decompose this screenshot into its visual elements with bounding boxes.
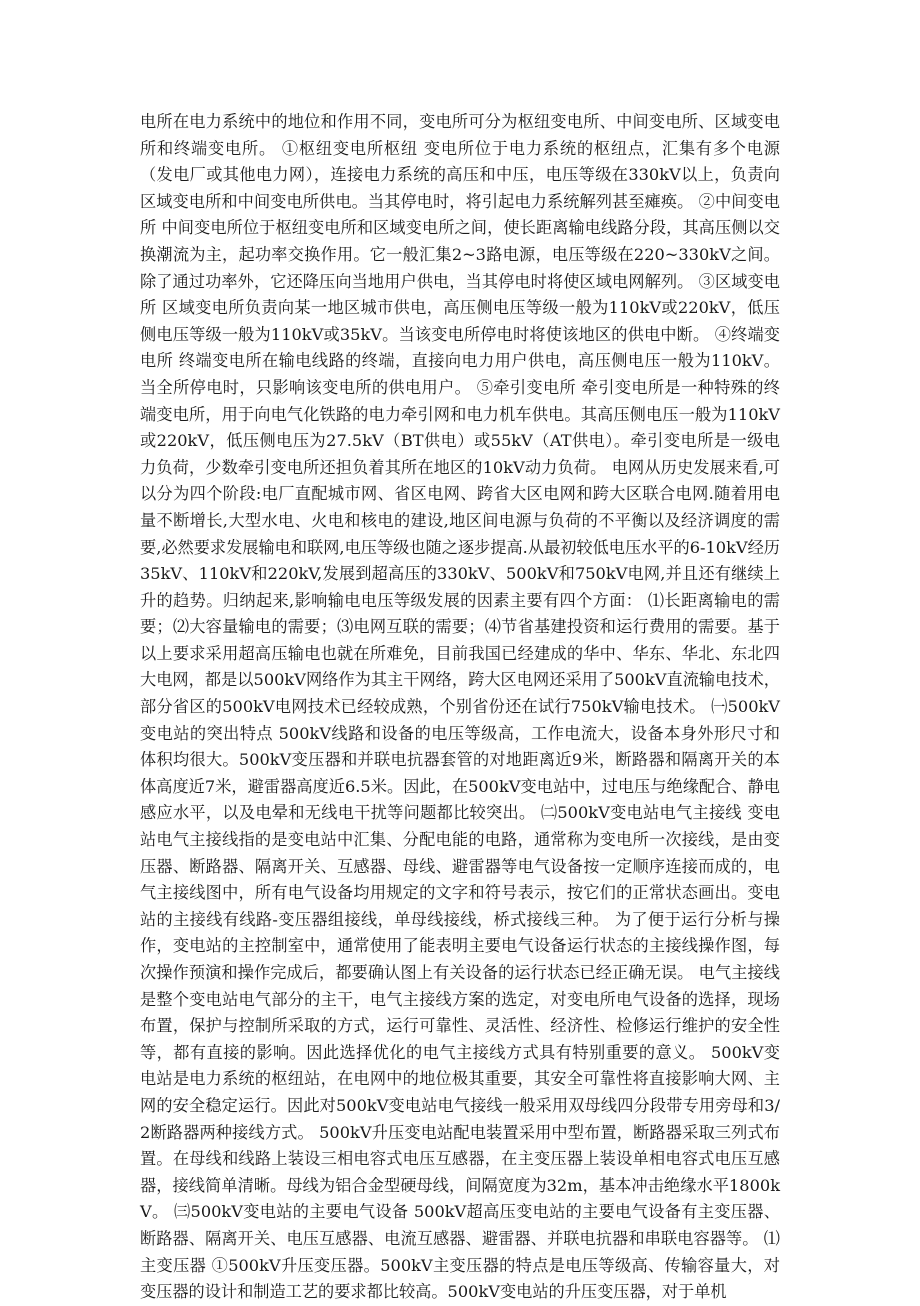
body-text: 电所在电力系统中的地位和作用不同，变电所可分为枢纽变电所、中间变电所、区域变电所和终端变电所。 ①枢纽变电所枢纽 变电所位于电力系统的枢纽点，汇集有多个电源（发电厂或其他电力网），连接电力系统的高压和中压，电压等级在330kV以上，负责向区域变电所和中间变电所供电。当其停电时，将引起电力系统解列甚至瘫痪。 ②中间变电所 中间变电所位于枢纽变电所和区域变电所之间，使长距离输电线路分段，其高压侧以交换潮流为主，起功率交换作用。它一般汇集2~3路电源，电压等级在220~330kV之间。除了通过功率外，它还降压向当地用户供电，当其停电时将使区域电网解列。 ③区域变电所 区域变电所负责向某一地区城市供电，高压侧电压等级一般为110kV或220kV，低压侧电压等级一般为110kV或35kV。当该变电所停电时将使该地区的供电中断。 ④终端变电所 终端变电所在输电线路的终端，直接向电力用户供电，高压侧电压一般为110kV。当全所停电时，只影响该变电所的供电用户。 ⑤牵引变电所 牵引变电所是一种特殊的终端变电所，用于向电气化铁路的电力牵引网和电力机车供电。其高压侧电压一般为110kV或220kV，低压侧电压为27.5kV（BT供电）或55kV（AT供电）。牵引变电所是一级电力负荷，少数牵引变电所还担负着其所在地区的10kV动力负荷。 电网从历史发展来看,可以分为四个阶段:电厂直配城市网、省区电网、跨省大区电网和跨大区联合电网.随着用电量不断增长,大型水电、火电和核电的建设,地区间电源与负荷的不平衡以及经济调度的需要,必然要求发展输电和联网,电压等级也随之逐步提高.从最初较低电压水平的6-10kV经历35kV、110kV和220kV,发展到超高压的330kV、500kV和750kV电网,并且还有继续上升的趋势。归纳起来,影响输电电压等级发展的因素主要有四个方面： ⑴长距离输电的需要；⑵大容量输电的需要；⑶电网互联的需要；⑷节省基建投资和运行费用的需要。基于以上要求采用超高压输电也就在所难免，目前我国已经建成的华中、华东、华北、东北四大电网，都是以500kV网络作为其主干网络，跨大区电网还采用了500kV直流输电技术，部分省区的500kV电网技术已经较成熟，个别省份还在试行750kV输电技术。 ㈠500kV变电站的突出特点 500kV线路和设备的电压等级高，工作电流大，设备本身外形尺寸和体积均很大。500kV变压器和并联电抗器套管的对地距离近9米，断路器和隔离开关的本体高度近7米，避雷器高度近6.5米。因此，在500kV变电站中，过电压与绝缘配合、静电感应水平，以及电晕和无线电干扰等问题都比较突出。 ㈡500kV变电站电气主接线 变电站电气主接线指的是变电站中汇集、分配电能的电路，通常称为变电所一次接线，是由变压器、断路器、隔离开关、互感器、母线、避雷器等电气设备按一定顺序连接而成的，电气主接线图中，所有电气设备均用规定的文字和符号表示，按它们的正常状态画出。变电站的主接线有线路-变压器组接线，单母线接线，桥式接线三种。 为了便于运行分析与操作，变电站的主控制室中，通常使用了能表明主要电气设备运行状态的主接线操作图，每次操作预演和操作完成后，都要确认图上有关设备的运行状态已经正确无误。 电气主接线是整个变电站电气部分的主干，电气主接线方案的选定，对变电所电气设备的选择，现场布置，保护与控制所采取的方式，运行可靠性、灵活性、经济性、检修运行维护的安全性等，都有直接的影响。因此选择优化的电气主接线方式具有特别重要的意义。 500kV变电站是电力系统的枢纽站，在电网中的地位极其重要，其安全可靠性将直接影响大网、主网的安全稳定运行。因此对500kV变电站电气接线一般采用双母线四分段带专用旁母和3/2断路器两种接线方式。 500kV升压变电站配电装置采用中型布置，断路器采取三列式布置。在母线和线路上装设三相电容式电压互感器，在主变压器上装设单相电容式电压互感器，接线简单清晰。母线为铝合金型硬母线，间隔宽度为32m，基本冲击绝缘水平1800kV。 ㈢500kV变电站的主要电气设备 500kV超高压变电站的主要电气设备有主变压器、断路器、隔离开关、电压互感器、电流互感器、避雷器、并联电抗器和串联电容器等。 ⑴主变压器 ①500kV升压变压器。500kV主变压器的特点是电压等级高、传输容量大，对变压器的设计和制造工艺的要求都比较高。500kV变电站的升压变压器，对于单机 [140, 112, 780, 1302]
